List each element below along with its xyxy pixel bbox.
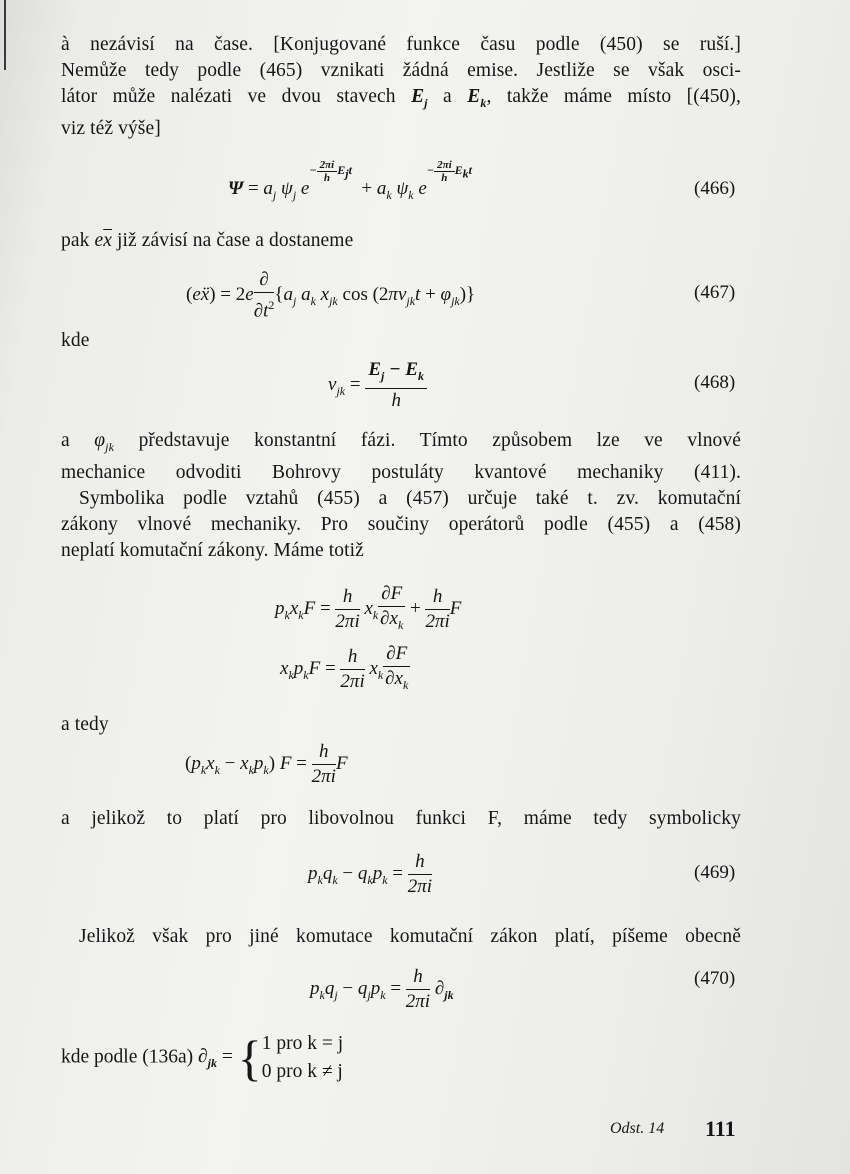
equation-468: $\nu_{jk}$ = $\frac{E_j - E_k}{h}$ — [328, 358, 427, 413]
text-line: Jelikož však pro jiné komutace komutační zákon platí, píšeme obecně — [79, 926, 741, 947]
text-line: a jelikož to platí pro libovolnou funkci F, máme tedy symbolicky — [61, 808, 741, 829]
equation-467: (eẍ) = 2e $\frac{\partial}{\partial t^2}$ {$a_j$ $a_k$ $x_{jk}$ $\cos (2\pi\nu_{jk}t + \varphi_{jk})$} — [186, 269, 476, 322]
label-a-tedy: a tedy — [61, 714, 109, 735]
paragraph-1 — [61, 32, 741, 142]
paragraph-4 — [61, 486, 741, 564]
text-line: neplatí komutační zákony. Máme totiž — [61, 540, 364, 561]
equation-number: (466) — [694, 178, 736, 199]
text-line: à nezávisí na čase. [Konjugované funkce času podle (450) se ruší.] — [61, 34, 741, 55]
text-line: látor může nalézati ve dvou stavech $E_j$ a $E_k$, takže máme místo [(450), — [61, 86, 741, 110]
equation-number: (468) — [694, 372, 736, 393]
paragraph-3: a $\varphi_{jk}$ představuje konstantní fázi. Tímto způsobem lze ve vlnové mechanice odvoditi Bohrovy postuláty kvantové mechaniky (411). — [61, 428, 741, 486]
equation-469: $p_kq_k - q_kp_k$ = $\frac{h}{2\pi i}$ — [308, 851, 433, 897]
case-2: 0 pro k ≠ j — [261, 1061, 343, 1082]
equation-xkpkF: $x_kp_kF$ = $\frac{h}{2\pi i}$ $x_k$ $\frac{\partial F}{\partial x_k}$ — [280, 643, 409, 692]
delta-definition: kde podle (136a) $\partial_{jk}$ = { 1 pro k = j 0 pro k ≠ j — [61, 1030, 344, 1086]
equation-pkxkF: $p_kx_kF$ = $\frac{h}{2\pi i}$ $x_k$ $\frac{\partial F}{\partial x_k}$ + $\frac{h}{2\pi i}$ F — [275, 583, 462, 632]
text-line: Nemůže tedy podle (465) vznikati žádná emise. Jestliže se však osci- — [61, 60, 741, 81]
page-number: 111 — [705, 1116, 736, 1141]
paragraph-6 — [61, 924, 741, 950]
paragraph-2: pak $e\overline{x}$ již závisí na čase a dostaneme — [61, 230, 354, 251]
text-line: viz též výše] — [61, 117, 161, 139]
case-1: 1 pro k = j — [261, 1033, 344, 1054]
paragraph-5 — [61, 806, 741, 832]
text-line: mechanice odvoditi Bohrovy postuláty kvantové mechaniky (411). — [61, 461, 741, 483]
section-label: Odst. 14 — [610, 1120, 665, 1137]
equation-470: $p_kq_j - q_jp_k$ = $\frac{h}{2\pi i}$ $\partial_{jk}$ — [310, 966, 454, 1012]
text-line: Symbolika podle vztahů (455) a (457) určuje také t. zv. komutační — [79, 488, 741, 509]
equation-commutator-F: $(p_kx_k - x_kp_k) F$ = $\frac{h}{2\pi i}$ F — [185, 741, 348, 787]
text-line: zákony vlnové mechaniky. Pro součiny operátorů podle (455) a (458) — [61, 514, 741, 535]
equation-466: $\Psi = a_j$ $\psi_j$ $e^{- \frac{2\pi i}{h} E_jt} + a_k$ $\psi_k$ $e^{- \frac{2\pi i}{h} E_kt}$ — [228, 158, 472, 202]
label-kde: kde — [61, 330, 90, 351]
equation-number: (470) — [694, 968, 736, 989]
page-edge — [4, 0, 6, 70]
equation-number: (467) — [694, 282, 736, 303]
equation-number: (469) — [694, 862, 736, 883]
